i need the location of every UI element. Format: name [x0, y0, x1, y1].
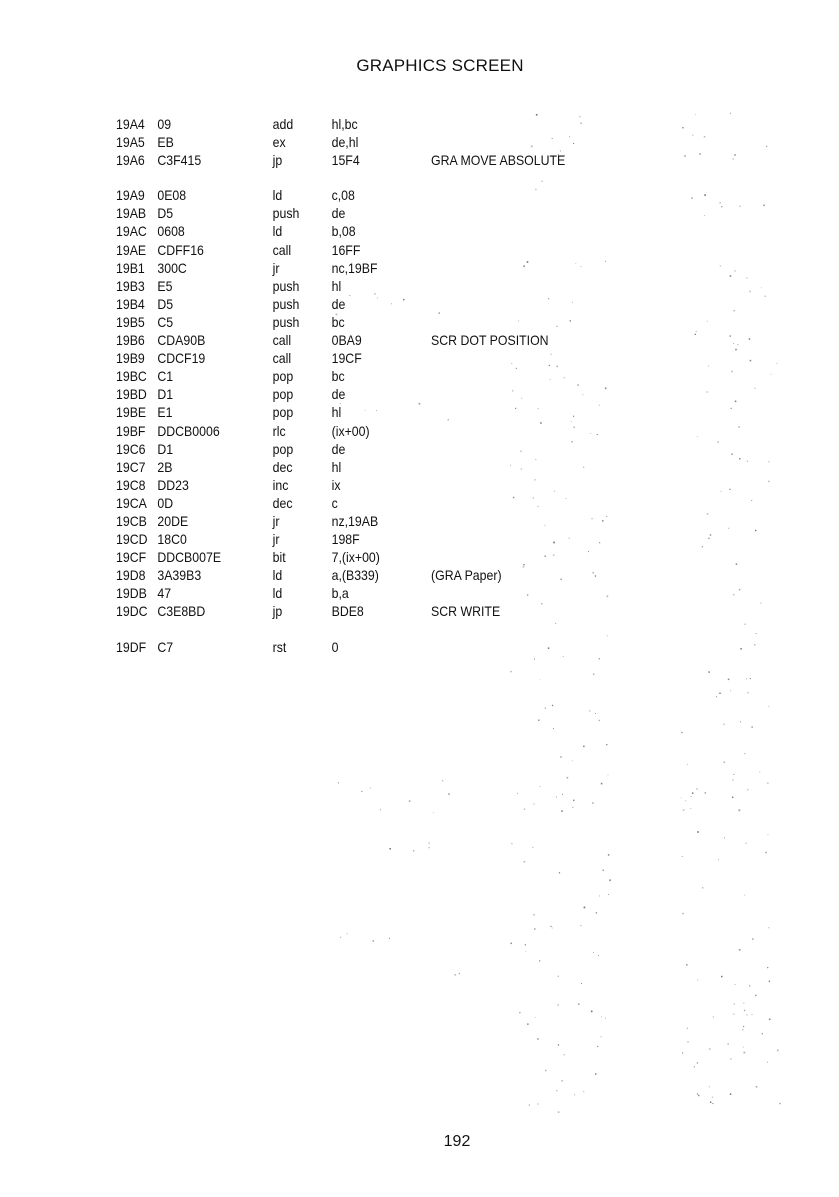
- mnemonic-cell: ld: [272, 187, 283, 204]
- listing-row: [116, 566, 609, 584]
- mnemonic-cell: push: [272, 313, 300, 330]
- operand-cell: de: [331, 386, 346, 403]
- address-cell: 19A6: [116, 152, 145, 169]
- listing-row: [116, 349, 609, 367]
- mnemonic-cell: jr: [272, 512, 280, 529]
- mnemonic-cell: dec: [272, 494, 293, 511]
- address-cell: 19BE: [116, 404, 147, 421]
- listing-row: [116, 512, 609, 530]
- comment-cell: SCR DOT POSITION: [431, 332, 549, 349]
- listing-row: [116, 259, 609, 277]
- operand-cell: bc: [331, 313, 345, 330]
- listing-row: [116, 458, 609, 476]
- address-cell: 19AE: [116, 241, 147, 258]
- operand-cell: hl,bc: [331, 116, 358, 132]
- address-cell: 19AB: [116, 205, 147, 222]
- mnemonic-cell: push: [272, 295, 300, 312]
- mnemonic-cell: rst: [272, 638, 287, 655]
- mnemonic-cell: ex: [272, 134, 286, 151]
- opcode-bytes-cell: 3A39B3: [157, 567, 202, 584]
- operand-cell: 19CF: [331, 350, 362, 367]
- mnemonic-cell: jp: [272, 603, 283, 620]
- operand-cell: b,a: [331, 585, 349, 602]
- listing-row: [116, 638, 609, 656]
- mnemonic-cell: jp: [272, 152, 283, 169]
- comment-cell: SCR WRITE: [431, 603, 501, 620]
- opcode-bytes-cell: CDA90B: [157, 332, 206, 349]
- operand-cell: bc: [331, 368, 345, 385]
- address-cell: 19DB: [116, 585, 147, 602]
- address-cell: 19D8: [116, 567, 146, 584]
- address-cell: 19C6: [116, 440, 146, 457]
- address-cell: 19DF: [116, 638, 147, 655]
- operand-cell: de: [331, 295, 346, 312]
- address-cell: 19A4: [116, 116, 145, 132]
- opcode-bytes-cell: CDFF16: [157, 241, 204, 258]
- listing-row: [116, 204, 609, 222]
- comment-cell: (GRA Paper): [431, 567, 502, 584]
- opcode-bytes-cell: DD23: [157, 476, 189, 493]
- listing-row: [116, 385, 609, 403]
- operand-cell: 0: [331, 638, 339, 655]
- mnemonic-cell: jr: [272, 531, 280, 548]
- opcode-bytes-cell: CDCF19: [157, 350, 206, 367]
- opcode-bytes-cell: D5: [157, 205, 174, 222]
- operand-cell: hl: [331, 404, 342, 421]
- opcode-bytes-cell: C3F415: [157, 152, 202, 169]
- mnemonic-cell: bit: [272, 549, 286, 566]
- address-cell: 19A5: [116, 134, 145, 151]
- opcode-bytes-cell: 09: [157, 116, 172, 132]
- listing-row: [116, 186, 609, 204]
- listing-row: [116, 548, 609, 566]
- mnemonic-cell: push: [272, 205, 300, 222]
- operand-cell: de: [331, 205, 346, 222]
- disassembly-listing: [116, 115, 676, 656]
- address-cell: 19B9: [116, 350, 145, 367]
- address-cell: 19B5: [116, 313, 145, 330]
- operand-cell: hl: [331, 458, 342, 475]
- listing-row: [116, 403, 609, 421]
- mnemonic-cell: pop: [272, 368, 294, 385]
- listing-row: [116, 584, 609, 602]
- listing-row: [116, 422, 609, 440]
- operand-cell: c: [331, 494, 338, 511]
- operand-cell: BDE8: [331, 603, 364, 620]
- operand-cell: hl: [331, 277, 342, 294]
- listing-row: [116, 295, 609, 313]
- listing-row: [116, 133, 609, 151]
- mnemonic-cell: call: [272, 350, 292, 367]
- mnemonic-cell: push: [272, 277, 300, 294]
- opcode-bytes-cell: D5: [157, 295, 174, 312]
- operand-cell: 7,(ix+00): [331, 549, 380, 566]
- page-number: 192: [443, 1133, 471, 1150]
- operand-cell: 198F: [331, 531, 360, 548]
- address-cell: 19A9: [116, 187, 145, 204]
- address-cell: 19BC: [116, 368, 147, 385]
- listing-row: [116, 602, 609, 620]
- address-cell: 19CA: [116, 494, 147, 511]
- opcode-bytes-cell: 0D: [157, 494, 174, 511]
- address-cell: 19C7: [116, 458, 146, 475]
- opcode-bytes-cell: E5: [157, 277, 173, 294]
- opcode-bytes-cell: 300C: [157, 259, 187, 276]
- listing-row: [116, 277, 609, 295]
- opcode-bytes-cell: D1: [157, 440, 174, 457]
- opcode-bytes-cell: 0E08: [157, 187, 187, 204]
- listing-row: [116, 241, 609, 259]
- mnemonic-cell: rlc: [272, 422, 286, 439]
- address-cell: 19B4: [116, 295, 145, 312]
- mnemonic-cell: pop: [272, 440, 294, 457]
- opcode-bytes-cell: E1: [157, 404, 173, 421]
- listing-row: [116, 313, 609, 331]
- listing-row: [116, 222, 609, 240]
- address-cell: 19AC: [116, 223, 147, 240]
- opcode-bytes-cell: 0608: [157, 223, 185, 240]
- address-cell: 19BD: [116, 386, 147, 403]
- operand-cell: de,hl: [331, 134, 359, 151]
- listing-row: [116, 115, 609, 133]
- listing-row: [116, 530, 609, 548]
- opcode-bytes-cell: C5: [157, 313, 174, 330]
- opcode-bytes-cell: 20DE: [157, 512, 189, 529]
- listing-row: [116, 151, 609, 169]
- mnemonic-cell: ld: [272, 585, 283, 602]
- opcode-bytes-cell: 18C0: [157, 531, 187, 548]
- operand-cell: 0BA9: [331, 332, 362, 349]
- comment-cell: GRA MOVE ABSOLUTE: [431, 152, 566, 169]
- opcode-bytes-cell: C1: [157, 368, 174, 385]
- mnemonic-cell: pop: [272, 404, 294, 421]
- page-title: GRAPHICS SCREEN: [356, 56, 524, 75]
- mnemonic-cell: inc: [272, 476, 289, 493]
- opcode-bytes-cell: DDCB007E: [157, 549, 222, 566]
- opcode-bytes-cell: 2B: [157, 458, 173, 475]
- operand-cell: 15F4: [331, 152, 360, 169]
- operand-cell: nc,19BF: [331, 259, 378, 276]
- address-cell: 19B6: [116, 332, 145, 349]
- mnemonic-cell: add: [272, 116, 294, 132]
- operand-cell: a,(B339): [331, 567, 379, 584]
- address-cell: 19B1: [116, 259, 145, 276]
- operand-cell: c,08: [331, 187, 355, 204]
- address-cell: 19C8: [116, 476, 146, 493]
- address-cell: 19B3: [116, 277, 145, 294]
- opcode-bytes-cell: C7: [157, 638, 174, 655]
- mnemonic-cell: jr: [272, 259, 280, 276]
- listing-row: [116, 440, 609, 458]
- listing-row: [116, 494, 609, 512]
- opcode-bytes-cell: C3E8BD: [157, 603, 206, 620]
- address-cell: 19BF: [116, 422, 146, 439]
- listing-row: [116, 331, 609, 349]
- address-cell: 19CF: [116, 549, 147, 566]
- operand-cell: (ix+00): [331, 422, 370, 439]
- operand-cell: de: [331, 440, 346, 457]
- operand-cell: b,08: [331, 223, 356, 240]
- operand-cell: 16FF: [331, 241, 361, 258]
- mnemonic-cell: call: [272, 332, 292, 349]
- opcode-bytes-cell: D1: [157, 386, 174, 403]
- mnemonic-cell: ld: [272, 567, 283, 584]
- listing-row: [116, 476, 609, 494]
- mnemonic-cell: ld: [272, 223, 283, 240]
- opcode-bytes-cell: DDCB0006: [157, 422, 220, 439]
- mnemonic-cell: call: [272, 241, 292, 258]
- address-cell: 19CB: [116, 512, 147, 529]
- address-cell: 19CD: [116, 531, 148, 548]
- operand-cell: nz,19AB: [331, 512, 379, 529]
- address-cell: 19DC: [116, 603, 148, 620]
- opcode-bytes-cell: 47: [157, 585, 172, 602]
- mnemonic-cell: pop: [272, 386, 294, 403]
- mnemonic-cell: dec: [272, 458, 293, 475]
- operand-cell: ix: [331, 476, 341, 493]
- listing-row: [116, 367, 609, 385]
- opcode-bytes-cell: EB: [157, 134, 174, 151]
